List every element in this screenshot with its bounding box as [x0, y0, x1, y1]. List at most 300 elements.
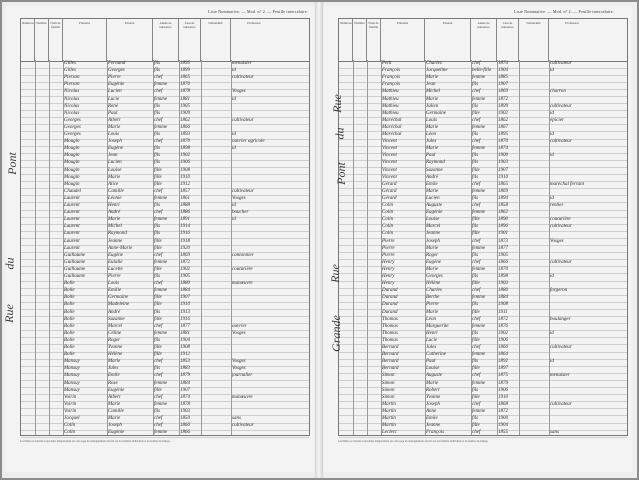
cell-annee: 1873: [498, 238, 508, 244]
cell-nom: Guillaume: [64, 266, 86, 272]
cell-nom: Mansuy: [64, 366, 80, 372]
cell-metier: cultivateur: [232, 117, 254, 123]
cell-annee: 1920: [180, 245, 190, 251]
right-page: [324, 6, 632, 472]
cell-metier: sans: [232, 416, 241, 421]
cell-prenom: Paul: [426, 359, 436, 365]
cell-nom: Laurent: [64, 217, 80, 223]
column-rule: [49, 60, 50, 435]
cell-nom: Vincent: [382, 139, 397, 145]
cell-nom: Henry: [382, 274, 395, 279]
cell-annee: 1874: [498, 146, 508, 152]
column-header: Nombre: [35, 19, 49, 61]
cell-prenom: André: [108, 309, 121, 315]
column-rule: [35, 60, 36, 435]
cell-parente: femme: [472, 146, 486, 152]
cell-nom: Bolle: [64, 281, 75, 287]
footnote: Les Maires se bornent à reproduire intégralement sur cette page les renseignements inscrits sur les bulletins individuels et les feuilles de ménage.: [338, 440, 489, 443]
cell-parente: femme: [472, 75, 486, 81]
cell-annee: 1907: [180, 295, 190, 301]
cell-prenom: Louis: [108, 132, 120, 137]
cell-annee: 1910: [498, 394, 508, 400]
cell-annee: 1910: [180, 174, 190, 180]
column-rule: [231, 60, 232, 435]
column-rule: [179, 60, 180, 435]
cell-metier: cantonnier: [232, 252, 254, 258]
cell-nom: Pierre: [382, 252, 395, 258]
cell-prenom: Henri: [426, 330, 438, 336]
column-rule: [63, 60, 64, 435]
column-rule: [425, 60, 426, 435]
cell-parente: fils: [472, 132, 479, 137]
cell-parente: fils: [472, 252, 479, 258]
cell-prenom: Marie: [108, 217, 121, 223]
cell-nom: Bolle: [64, 288, 75, 294]
column-header: Profession: [247, 21, 261, 25]
cell-prenom: Charles: [426, 61, 442, 66]
cell-prenom: Léonie: [108, 195, 122, 201]
cell-parente: fils: [154, 61, 161, 66]
cell-parente: fille: [472, 366, 480, 372]
cell-parente: fille: [154, 181, 162, 187]
cell-parente: fils: [154, 68, 161, 74]
cell-parente: fils: [154, 309, 161, 315]
cell-nom: Bolle: [64, 337, 75, 343]
cell-annee: 1911: [498, 309, 508, 315]
column-rule: [201, 60, 202, 435]
cell-annee: 1881: [180, 96, 190, 102]
cell-annee: 1906: [180, 160, 190, 166]
cell-annee: 1900: [498, 153, 508, 159]
cell-metier: charron: [550, 89, 566, 95]
cell-prenom: Albert: [108, 394, 121, 400]
cell-prenom: Marie: [426, 188, 439, 194]
cell-annee: 1908: [180, 345, 190, 350]
cell-metier: couturière: [232, 266, 253, 272]
cell-parente: chef: [472, 61, 481, 66]
cell-prenom: René: [108, 103, 118, 109]
cell-prenom: Jeanne: [426, 231, 441, 237]
cell-annee: 1908: [498, 302, 508, 308]
street-label: Pont: [4, 152, 19, 175]
column-rule: [153, 60, 154, 435]
cell-nom: Bolle: [64, 302, 75, 308]
cell-nom: Voirin: [64, 401, 77, 407]
cell-annee: 1895: [180, 61, 190, 66]
cell-prenom: Louis: [108, 281, 120, 287]
cell-annee: 1897: [498, 366, 508, 372]
cell-nom: Thomas: [382, 316, 398, 322]
cell-prenom: Marie: [108, 401, 121, 407]
cell-annee: 1866: [180, 124, 190, 130]
cell-annee: 1888: [180, 203, 190, 208]
cell-metier: Vosges: [232, 359, 246, 365]
cell-nom: Georges: [64, 124, 81, 130]
cell-parente: femme: [472, 188, 486, 194]
cell-parente: fille: [472, 309, 480, 315]
cell-parente: chef: [154, 281, 163, 287]
cell-parente: fille: [472, 217, 480, 223]
cell-prenom: Roger: [108, 337, 121, 343]
cell-annee: 1870: [180, 139, 190, 145]
street-label: Rue: [327, 264, 342, 283]
column-rule: [107, 60, 108, 435]
cell-parente: chef: [472, 259, 481, 265]
cell-metier: forgeron: [550, 288, 568, 294]
cell-nom: Leclerc: [382, 430, 397, 436]
cell-metier: cultivateur: [550, 103, 572, 109]
cell-nom: Laurent: [64, 238, 80, 244]
column-header: Numéros: [339, 19, 353, 61]
cell-prenom: Jacqueline: [426, 68, 448, 74]
cell-nom: Vincent: [382, 146, 397, 152]
cell-annee: 1896: [498, 224, 508, 230]
cell-prenom: Léon: [426, 132, 436, 137]
cell-parente: femme: [472, 210, 486, 216]
cell-nom: Henry: [382, 259, 395, 265]
cell-metier: cultivateur: [550, 139, 572, 145]
cell-parente: fils: [472, 224, 479, 230]
cell-parente: fils: [472, 103, 479, 109]
cell-nom: Durand: [382, 295, 398, 301]
cell-prenom: Raymond: [426, 160, 445, 166]
street-label: du: [332, 127, 347, 140]
cell-prenom: Louise: [426, 217, 440, 223]
cell-nom: Mougin: [64, 153, 80, 159]
cell-nom: Bernard: [382, 345, 399, 350]
cell-annee: 1914: [180, 224, 190, 230]
cell-metier: ouvrier agricole: [232, 139, 265, 145]
cell-nom: Martin: [382, 401, 396, 407]
cell-prenom: Marcel: [108, 323, 123, 329]
cell-annee: 1898: [498, 274, 508, 279]
cell-parente: fils: [154, 366, 161, 372]
cell-prenom: Yvonne: [426, 394, 441, 400]
cell-parente: fils: [472, 302, 479, 308]
cell-annee: 1907: [498, 167, 508, 173]
cell-nom: Bernard: [382, 366, 399, 372]
cell-prenom: Eugénie: [108, 387, 125, 393]
cell-prenom: Lucien: [108, 89, 122, 95]
cell-metier: boulanger: [550, 316, 571, 322]
cell-nom: Laurent: [64, 245, 80, 251]
cell-metier: id: [550, 195, 554, 201]
cell-parente: fils: [154, 146, 161, 152]
column-header-row: [20, 18, 310, 62]
cell-annee: 1884: [180, 380, 190, 386]
cell-annee: 1904: [180, 337, 190, 343]
cell-metier: id: [550, 330, 554, 336]
cell-nom: Petit: [382, 61, 392, 66]
cell-annee: 1868: [498, 401, 508, 407]
cell-parente: chef: [154, 423, 163, 429]
cell-nom: Laurent: [64, 195, 80, 201]
cell-nom: Simon: [382, 380, 395, 386]
cell-prenom: Joseph: [426, 401, 440, 407]
cell-nom: Pierre: [382, 245, 395, 251]
cell-prenom: Eugénie: [108, 82, 125, 88]
cell-prenom: Roger: [426, 252, 439, 258]
cell-parente: fils: [154, 231, 161, 237]
cell-prenom: Céline: [108, 330, 122, 336]
cell-prenom: Marie: [426, 245, 439, 251]
cell-annee: 1869: [498, 188, 508, 194]
cell-annee: 1907: [498, 82, 508, 88]
cell-prenom: Lucien: [108, 160, 122, 166]
cell-nom: Bernard: [382, 359, 399, 365]
cell-parente: fille: [154, 266, 162, 272]
table-row: [21, 429, 309, 438]
street-label: du: [2, 257, 17, 270]
cell-prenom: Marie: [426, 96, 439, 102]
cell-annee: 1869: [180, 252, 190, 258]
cell-parente: femme: [154, 380, 168, 386]
cell-prenom: Eulalie: [108, 259, 123, 265]
cell-parente: chef: [154, 139, 163, 145]
cell-parente: chef: [154, 117, 163, 123]
cell-parente: fils: [472, 359, 479, 365]
cell-prenom: Germaine: [108, 295, 128, 301]
cell-metier: épicier: [550, 117, 564, 123]
column-rule: [519, 60, 520, 435]
cell-nom: Mansuy: [64, 359, 80, 365]
cell-parente: fille: [154, 316, 162, 322]
cell-nom: Vincent: [382, 153, 397, 159]
cell-parente: femme: [472, 408, 486, 414]
cell-parente: chef: [154, 252, 163, 258]
cell-prenom: Marie: [108, 416, 121, 421]
table-row: [339, 429, 627, 438]
cell-annee: 1895: [498, 132, 508, 137]
cell-parente: fille: [154, 167, 162, 173]
cell-parente: femme: [154, 259, 168, 265]
cell-nom: Colin: [382, 217, 394, 223]
cell-annee: 1904: [498, 68, 508, 74]
cell-nom: Mougin: [64, 174, 80, 180]
cell-nom: Durand: [382, 309, 398, 315]
cell-metier: sans: [550, 430, 559, 436]
cell-parente: femme: [472, 245, 486, 251]
cell-annee: 1912: [180, 181, 190, 187]
cell-prenom: Joseph: [108, 423, 122, 429]
cell-parente: femme: [154, 124, 168, 130]
cell-annee: 1905: [498, 252, 508, 258]
cell-prenom: Emile: [108, 373, 120, 379]
cell-prenom: Louise: [108, 167, 122, 173]
cell-parente: fils: [472, 416, 479, 421]
cell-annee: 1862: [498, 117, 508, 123]
cell-nom: Gilles: [64, 61, 76, 66]
cell-prenom: Marie: [426, 146, 439, 152]
cell-parente: femme: [154, 401, 168, 407]
cell-nom: Guillaume: [64, 252, 86, 258]
column-header: Numéros: [21, 19, 35, 61]
cell-metier: id: [232, 146, 236, 152]
cell-prenom: Jean: [426, 82, 436, 88]
cell-annee: 1908: [180, 167, 190, 173]
cell-nom: Martin: [382, 408, 396, 414]
cell-prenom: André: [108, 210, 121, 216]
street-label: Grande: [328, 315, 343, 352]
cell-metier: manœuvre: [232, 394, 253, 400]
cell-parente: fille: [154, 245, 162, 251]
cell-annee: 1875: [498, 373, 508, 379]
cell-nom: Simon: [382, 373, 395, 379]
cell-parente: chef: [472, 238, 481, 244]
cell-metier: id: [550, 359, 554, 365]
cell-nom: Pierson: [64, 82, 80, 88]
cell-annee: 1907: [180, 387, 190, 393]
cell-prenom: Rose: [108, 380, 118, 386]
cell-prenom: Emilie: [108, 288, 122, 294]
column-header: Nombre: [353, 19, 367, 61]
cell-parente: femme: [472, 352, 486, 358]
cell-prenom: François: [426, 430, 445, 436]
cell-parente: fille: [154, 352, 162, 358]
cell-parente: chef: [472, 117, 481, 123]
cell-prenom: Paul: [426, 153, 436, 159]
column-header: Lieu de naissance: [179, 19, 201, 61]
cell-prenom: Eugénie: [108, 430, 125, 436]
cell-annee: 1904: [498, 423, 508, 429]
cell-metier: rentier: [550, 203, 564, 208]
cell-parente: fils: [472, 195, 479, 201]
cell-nom: Georges: [64, 132, 81, 137]
column-header: Nationalité: [201, 19, 231, 61]
cell-annee: 1860: [180, 423, 190, 429]
cell-metier: cultivateur: [232, 188, 254, 194]
cell-annee: 1910: [498, 174, 508, 180]
cell-annee: 1855: [498, 430, 508, 436]
cell-metier: id: [550, 68, 554, 74]
cell-metier: Vosges: [232, 89, 246, 95]
cell-prenom: Marie: [426, 124, 439, 130]
cell-parente: femme: [154, 330, 168, 336]
cell-parente: fille: [154, 387, 162, 393]
column-header: Prénoms: [381, 19, 425, 61]
cell-parente: chef: [472, 203, 481, 208]
cell-nom: Thomas: [382, 323, 398, 329]
cell-prenom: Marie: [426, 309, 439, 315]
cell-prenom: Marie: [108, 124, 121, 130]
column-header: Année de naissance: [471, 19, 497, 61]
cell-nom: François: [382, 82, 401, 88]
cell-nom: Colin: [382, 224, 394, 230]
cell-prenom: Catherine: [426, 352, 446, 358]
cell-nom: Laurent: [64, 203, 80, 208]
cell-prenom: Marie: [108, 359, 121, 365]
cell-annee: 1906: [498, 387, 508, 393]
cell-nom: Laurent: [64, 224, 80, 230]
cell-nom: Martin: [382, 423, 396, 429]
cell-nom: Henry: [382, 266, 395, 272]
cell-parente: chef: [472, 181, 481, 187]
cell-prenom: Eugénie: [426, 210, 443, 216]
cell-prenom: Lucie: [108, 96, 120, 102]
cell-prenom: Berthe: [426, 295, 440, 301]
cell-prenom: Eugène: [426, 259, 441, 265]
cell-nom: Bolle: [64, 352, 75, 358]
column-header: Parenté: [425, 19, 471, 61]
cell-annee: 1891: [180, 217, 190, 223]
cell-nom: Mathieu: [382, 103, 399, 109]
cell-metier: Vosges: [232, 366, 246, 372]
cell-prenom: Alice: [108, 181, 119, 187]
cell-parente: femme: [472, 295, 486, 301]
cell-annee: 1893: [180, 132, 190, 137]
cell-annee: 1903: [180, 408, 190, 414]
cell-parente: chef: [154, 394, 163, 400]
cell-parente: chef: [472, 139, 481, 145]
cell-parente: chef: [472, 401, 481, 407]
cell-annee: 1874: [498, 61, 508, 66]
cell-annee: 1912: [180, 352, 190, 358]
cell-prenom: Paul: [108, 110, 118, 116]
cell-nom: Chaudel: [64, 188, 81, 194]
cell-parente: fils: [154, 408, 161, 414]
cell-parente: fille: [154, 295, 162, 301]
cell-annee: 1918: [180, 238, 190, 244]
cell-annee: 1903: [498, 160, 508, 166]
cell-metier: menuisier: [232, 61, 252, 66]
cell-nom: Laurent: [64, 231, 80, 237]
cell-parente: chef: [472, 345, 481, 350]
cell-annee: 1865: [180, 75, 190, 81]
column-header-row: [338, 18, 628, 62]
cell-parente: fille: [154, 345, 162, 350]
cell-metier: maréchal ferrant: [550, 181, 585, 187]
cell-annee: 1879: [498, 380, 508, 386]
cell-prenom: Lucien: [426, 195, 440, 201]
cell-nom: Voirin: [64, 408, 77, 414]
cell-prenom: Madeleine: [108, 302, 130, 308]
cell-prenom: Hélène: [108, 352, 123, 358]
cell-nom: Durand: [382, 288, 398, 294]
cell-parente: fils: [154, 160, 161, 166]
column-rule: [549, 60, 550, 435]
running-head: Liste Nominative. — Mod. n° 2. — Feuille intercalaire.: [514, 9, 614, 14]
cell-prenom: Auguste: [426, 203, 443, 208]
cell-annee: 1870: [180, 82, 190, 88]
cell-metier: menuisier: [550, 373, 570, 379]
cell-parente: belle-fille: [472, 68, 492, 74]
cell-annee: 1872: [498, 408, 508, 414]
cell-parente: fille: [472, 167, 480, 173]
cell-prenom: Joseph: [426, 238, 440, 244]
cell-nom: Bolle: [64, 295, 75, 301]
cell-parente: fils: [472, 82, 479, 88]
cell-parente: fille: [154, 302, 162, 308]
cell-parente: chef: [472, 288, 481, 294]
cell-metier: id: [232, 68, 236, 74]
cell-metier: cultivateur: [232, 423, 254, 429]
cell-annee: 1864: [498, 352, 508, 358]
cell-annee: 1902: [498, 110, 508, 116]
census-spread: [2, 2, 637, 478]
cell-parente: fils: [472, 387, 479, 393]
cell-parente: chef: [154, 323, 163, 329]
cell-parente: femme: [472, 124, 486, 130]
cell-metier: id: [232, 96, 236, 102]
cell-metier: Vosges: [232, 195, 246, 201]
cell-nom: Voirin: [64, 394, 77, 400]
cell-nom: Bolle: [64, 323, 75, 329]
cell-parente: femme: [472, 323, 486, 329]
cell-metier: id: [550, 110, 554, 116]
cell-nom: Mathieu: [382, 89, 399, 95]
cell-nom: Georges: [64, 117, 81, 123]
cell-parente: fils: [154, 153, 161, 159]
